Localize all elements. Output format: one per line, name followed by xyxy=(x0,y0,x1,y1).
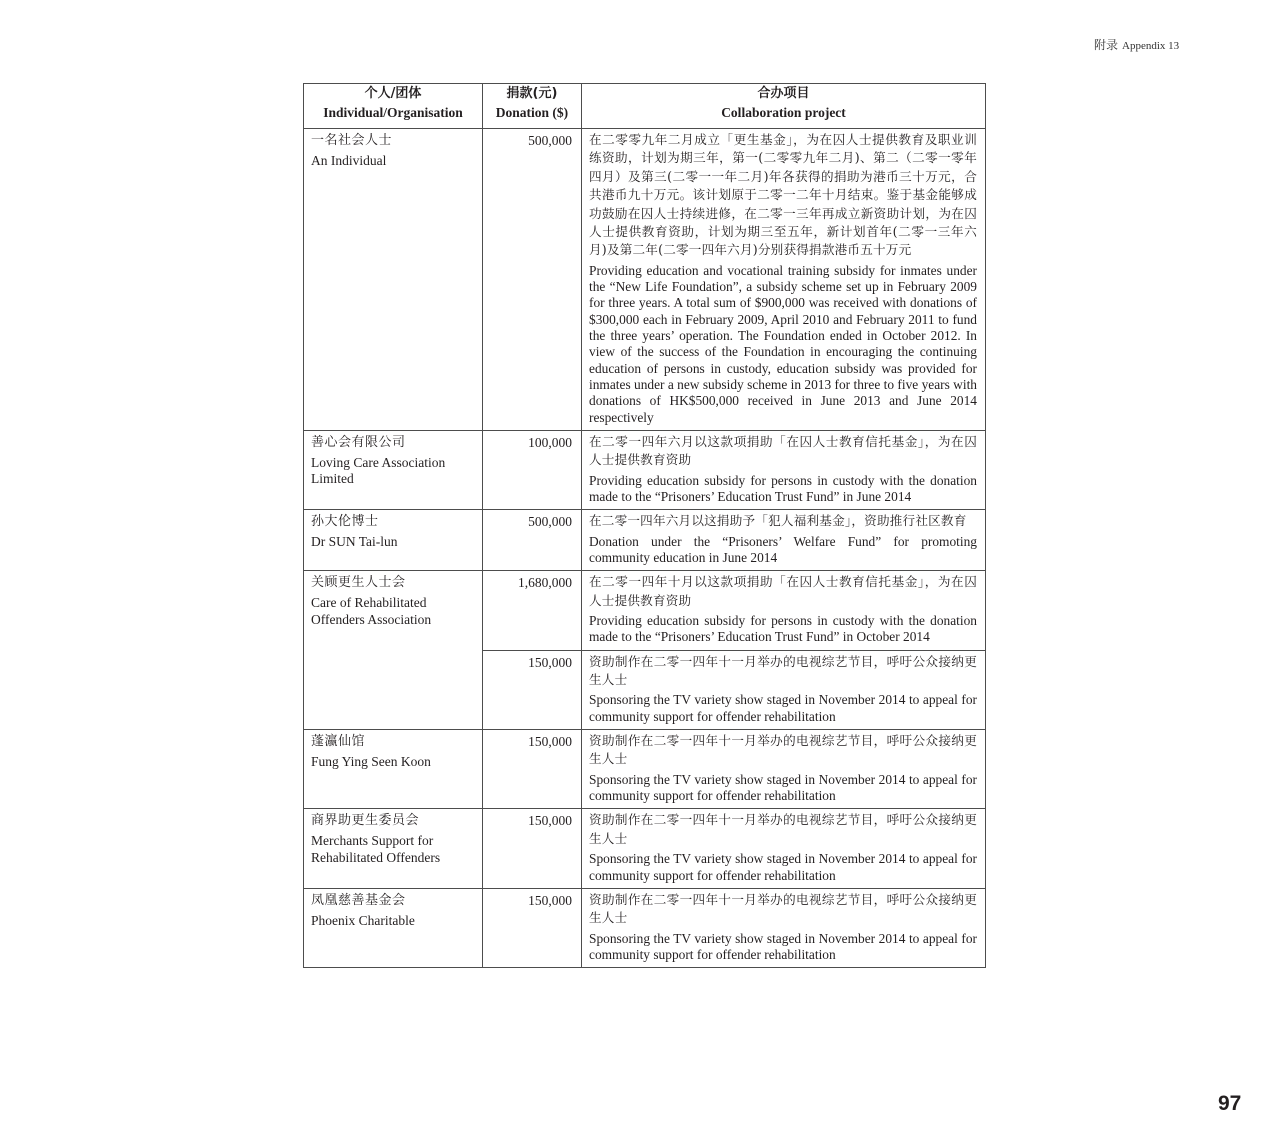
organisation-cell xyxy=(304,809,483,888)
project-cell xyxy=(582,571,986,650)
project-cell xyxy=(582,430,986,509)
organisation-name-zh: 凤凰慈善基金会 xyxy=(311,892,406,908)
organisation-cell xyxy=(304,888,483,967)
table-row xyxy=(304,730,986,809)
project-description-zh: 资助制作在二零一四年十一月举办的电视综艺节目，呼吁公众接纳更生人士 xyxy=(589,891,977,926)
organisation-cell xyxy=(304,430,483,509)
project-description-en: Donation under the “Prisoners’ Welfare Fund” for promoting community education in June 2014 xyxy=(589,533,977,565)
project-description-en: Providing education subsidy for persons in custody with the donation made to the “Prisoners’ Education Trust Fund” in June 2014 xyxy=(589,472,977,504)
column-header-donation xyxy=(483,84,582,129)
running-head xyxy=(1094,36,1179,53)
donation-amount: 150,000 xyxy=(483,650,582,729)
table-row xyxy=(304,888,986,967)
donation-amount: 500,000 xyxy=(483,510,582,571)
organisation-name-zh: 蓬瀛仙馆 xyxy=(311,734,366,750)
organisation-name-zh: 商界助更生委员会 xyxy=(311,813,420,829)
project-description-en: Sponsoring the TV variety show staged in November 2014 to appeal for community support for offender rehabilitation xyxy=(589,771,977,804)
donation-amount: 150,000 xyxy=(483,730,582,809)
project-cell xyxy=(582,510,986,571)
project-description-en: Sponsoring the TV variety show staged in November 2014 to appeal for community support for offender rehabilitation xyxy=(589,930,977,962)
donation-amount: 500,000 xyxy=(483,129,582,431)
organisation-name-zh: 关顾更生人士会 xyxy=(311,575,406,591)
donation-amount: 1,680,000 xyxy=(483,571,582,650)
project-description-en: Sponsoring the TV variety show staged in November 2014 to appeal for community support for offender rehabilitation xyxy=(589,851,977,883)
column-header-zh: 捐款(元) xyxy=(506,86,558,101)
donation-amount: 150,000 xyxy=(483,888,582,967)
project-description-en: Sponsoring the TV variety show staged in November 2014 to appeal for community support for offender rehabilitation xyxy=(589,692,977,724)
project-description-zh: 在二零一四年十月以这款项捐助「在囚人士教育信托基金」，为在囚人士提供教育资助 xyxy=(589,574,977,608)
organisation-name-en: Loving Care Association Limited xyxy=(311,454,446,487)
organisation-cell xyxy=(304,129,483,431)
project-cell xyxy=(582,809,986,888)
running-head-en: Appendix 13 xyxy=(1122,40,1180,52)
column-header-en: Donation ($) xyxy=(495,105,569,120)
table-row xyxy=(304,129,986,431)
donation-amount: 100,000 xyxy=(483,430,582,509)
column-header-organisation xyxy=(304,84,483,129)
table-row xyxy=(304,809,986,888)
organisation-name-en: Care of Rehabilitated Offenders Association xyxy=(311,595,432,627)
organisation-name-en: Phoenix Charitable xyxy=(311,912,415,928)
organisation-name-en: Fung Ying Seen Koon xyxy=(311,754,431,770)
project-description-en: Providing education subsidy for persons in custody with the donation made to the “Prisoners’ Education Trust Fund” in October 2014 xyxy=(589,613,977,645)
table-row xyxy=(304,430,986,509)
project-description-en: Providing education and vocational training subsidy for inmates under the “New Life Foundation”, a subsidy scheme set up in February 2009 for three years. A total sum of $900,000 was received with donations of $300,000 each in February 2009, April 2010 and February 2011 to fund the three years’ operation. The Foundation ended in October 2012. In view of the success of the Foundation in encouraging the continuing education of persons in custody, education subsidy was provided for inmates under a new subsidy scheme in 2013 for three to five years with donations of HK$500,000 received in June 2013 and June 2014 respectively xyxy=(589,262,977,425)
column-header-en: Individual/Organisation xyxy=(323,105,463,120)
project-description-zh: 在二零一四年六月以这捐助予「犯人福利基金」，资助推行社区教育 xyxy=(589,513,967,529)
organisation-name-en: Dr SUN Tai-lun xyxy=(311,534,398,550)
column-header-zh: 合办项目 xyxy=(757,86,810,101)
organisation-name-zh: 一名社会人士 xyxy=(311,133,393,148)
organisation-cell xyxy=(304,510,483,571)
table-header-row xyxy=(304,84,986,129)
project-cell xyxy=(582,730,986,809)
organisation-name-en: Merchants Support for Rehabilitated Offenders xyxy=(311,833,441,865)
organisation-cell xyxy=(304,730,483,809)
donations-table xyxy=(303,83,986,968)
column-header-project xyxy=(582,84,986,129)
page-number: 97 xyxy=(1218,1092,1242,1115)
project-description-zh: 在二零零九年二月成立「更生基金」，为在囚人士提供教育及职业训练资助，计划为期三年，第一(二零零九年二月)、第二（二零一零年四月）及第三(二零一一年二月)年各获得的捐助为港币三十万元，合共港币九十万元。该计划原于二零一二年十月结束。鉴于基金能够成功鼓励在囚人士持续进修，在二零一三年再成立新资助计划，为在囚人士提供教育资助，计划为期三至五年，新计划首年(二零一三年六月)及第二年(二零一四年六月)分别获得捐款港币五十万元 xyxy=(589,132,977,258)
column-header-en: Collaboration project xyxy=(721,105,846,120)
project-description-zh: 资助制作在二零一四年十一月举办的电视综艺节目，呼吁公众接纳更生人士 xyxy=(589,653,977,688)
organisation-cell xyxy=(304,571,483,730)
organisation-name-en: An Individual xyxy=(311,153,387,168)
organisation-name-zh: 善心会有限公司 xyxy=(311,434,406,450)
column-header-zh: 个人/团体 xyxy=(364,86,422,101)
table-row xyxy=(304,571,986,650)
project-cell xyxy=(582,129,986,431)
donation-amount: 150,000 xyxy=(483,809,582,888)
project-description-zh: 资助制作在二零一四年十一月举办的电视综艺节目，呼吁公众接纳更生人士 xyxy=(589,733,977,767)
running-head-zh: 附录 xyxy=(1094,38,1119,52)
project-cell xyxy=(582,650,986,729)
organisation-name-zh: 孙大伦博士 xyxy=(311,514,379,530)
project-cell xyxy=(582,888,986,967)
project-description-zh: 在二零一四年六月以这款项捐助「在囚人士教育信托基金」，为在囚人士提供教育资助 xyxy=(589,433,977,468)
table-row xyxy=(304,510,986,571)
project-description-zh: 资助制作在二零一四年十一月举办的电视综艺节目，呼吁公众接纳更生人士 xyxy=(589,812,977,846)
